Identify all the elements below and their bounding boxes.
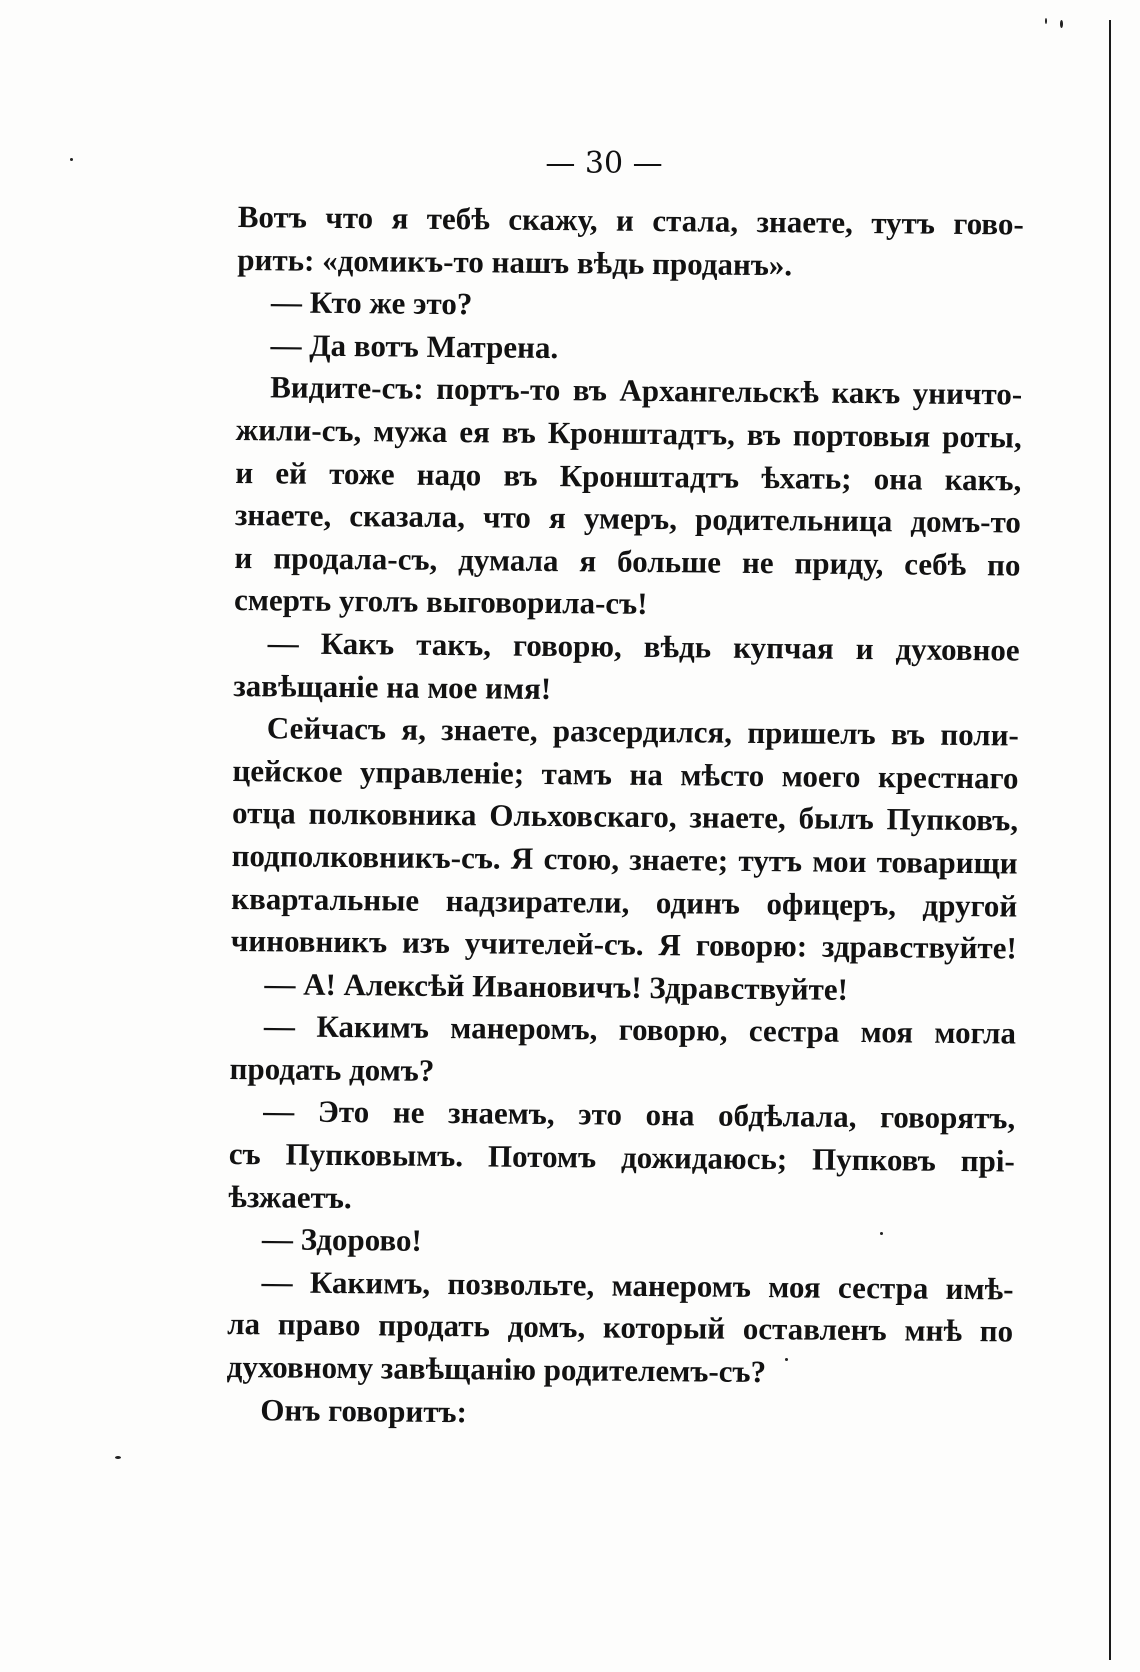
page-number: — 30 —	[545, 146, 663, 181]
text-line: съ Пупковымъ. Потомъ дожидаюсь; Пупковъ прі-	[228, 1136, 1015, 1179]
text-line: Сейчасъ я, знаете, разсердился, пришелъ въ поли-	[266, 710, 1020, 753]
text-line: духовному завѣщанію родителемъ-съ?	[226, 1348, 767, 1390]
text-line: — Кто же это?	[270, 284, 473, 322]
text-line: Вотъ что я тебѣ скажу, и стала, знаете, тутъ гово-	[237, 198, 1024, 242]
text-line: ѣзжаетъ.	[228, 1178, 352, 1215]
text-line: Онъ говоритъ:	[260, 1391, 468, 1429]
text-line: жили-съ, мужа ея въ Кронштадтъ, въ портовыя роты,	[235, 411, 1022, 455]
text-line: знаете, сказала, что я умеръ, родительница домъ-то	[234, 497, 1022, 540]
text-line: — Какимъ, позвольте, манеромъ моя сестра имѣ-	[261, 1264, 1014, 1307]
text-line: — Это не знаемъ, это она обдѣлала, говорятъ,	[263, 1093, 1016, 1136]
text-line: квартальные надзиратели, одинъ офицеръ, другой	[231, 880, 1018, 924]
text-line: цейское управленіе; тамъ на мѣсто моего крестнаго	[232, 752, 1019, 796]
text-line: продать домъ?	[229, 1050, 435, 1088]
text-line: ла право продать домъ, который оставленъ мнѣ по	[227, 1306, 1014, 1349]
text-line: завѣщаніе на мое имя!	[233, 667, 552, 706]
text-line: и продала-съ, думала я больше не приду, себѣ по	[234, 539, 1021, 583]
text-line: — Какимъ манеромъ, говорю, сестра моя могла	[263, 1008, 1017, 1051]
speck	[1045, 18, 1047, 24]
text-line: смерть уголъ выговорила-съ!	[233, 582, 648, 622]
text-line: чиновникъ изъ учителей-съ. Я говорю: здравствуйте!	[230, 923, 1017, 966]
text-line: рить: «домикъ-то нашъ вѣдь проданъ».	[237, 241, 793, 282]
speck	[115, 1456, 121, 1459]
text-line: подполковникъ-съ. Я стою, знаете; тутъ мои товарищи	[231, 837, 1018, 881]
text-line: — Здорово!	[261, 1221, 422, 1259]
page-text	[226, 196, 1024, 1439]
text-line: — Да вотъ Матрена.	[270, 327, 559, 365]
text-line: Видите-съ: портъ-то въ Архангельскѣ какъ уничто-	[269, 369, 1023, 412]
text-line: и ей тоже надо въ Кронштадтъ ѣхать; она какъ,	[235, 454, 1022, 498]
text-line: — А! Алексѣй Ивановичъ! Здравствуйте!	[264, 965, 849, 1007]
text-line: отца полковника Ольховскаго, знаете, былъ Пупковъ,	[231, 795, 1019, 838]
text-line: — Какъ такъ, говорю, вѣдь купчая и духовное	[267, 625, 1020, 668]
speck	[1060, 20, 1063, 28]
page-edge-line	[1109, 20, 1111, 1660]
